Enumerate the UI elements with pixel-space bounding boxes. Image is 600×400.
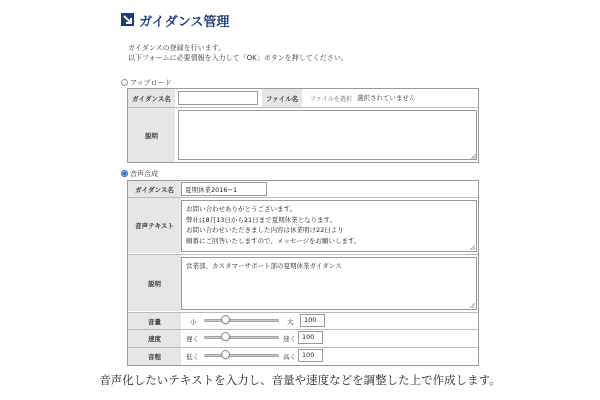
upload-name-input[interactable] bbox=[178, 91, 258, 105]
volume-label: 音量 bbox=[128, 313, 181, 329]
speed-slider-thumb[interactable] bbox=[221, 332, 230, 341]
speech-text-line: お問い合わせありがとうございます。 bbox=[186, 205, 296, 213]
resize-grip-icon[interactable] bbox=[471, 154, 476, 159]
speech-text-line: お問い合わせいただきました内容は休業明け22日より bbox=[186, 226, 344, 234]
speed-max-label: 速く bbox=[283, 335, 296, 343]
upload-radio-label[interactable]: アップロード bbox=[130, 79, 172, 87]
synth-desc-textarea[interactable] bbox=[181, 257, 477, 310]
volume-value-input[interactable]: 100 bbox=[300, 314, 325, 327]
upload-row-divider bbox=[128, 107, 478, 108]
arrow-down-right-icon bbox=[121, 13, 134, 26]
resize-grip-icon[interactable] bbox=[470, 245, 475, 250]
pitch-slider-track[interactable] bbox=[204, 354, 279, 357]
synth-desc-label: 説明 bbox=[128, 255, 181, 311]
volume-min-label: 小 bbox=[190, 318, 197, 326]
speed-label: 速度 bbox=[128, 330, 181, 347]
synth-desc-text: 営業部、カスタマーサポート部の夏期休業ガイダンス bbox=[186, 262, 342, 270]
intro-line-1: ガイダンスの登録を行います。 bbox=[128, 44, 226, 52]
speech-text-line: 順番にご回答いたしますので、メッセージをお願いします。 bbox=[186, 236, 361, 245]
pitch-value-input[interactable]: 100 bbox=[298, 349, 323, 362]
speech-text-line: 弊社は8月13日から21日まで夏期休業となります。 bbox=[186, 215, 337, 224]
upload-name-label: ガイダンス名 bbox=[128, 89, 175, 107]
intro-line-2: 以下フォームに必要情報を入力して「OK」ボタンを押してください。 bbox=[128, 54, 348, 62]
volume-slider-thumb[interactable] bbox=[221, 315, 230, 324]
speech-text-textarea[interactable] bbox=[181, 200, 477, 252]
speed-slider-track[interactable] bbox=[204, 336, 279, 339]
synth-name-input[interactable]: 夏期休業2016−1 bbox=[181, 182, 267, 196]
resize-grip-icon[interactable] bbox=[470, 303, 475, 308]
pitch-max-label: 高く bbox=[283, 353, 296, 361]
synth-name-label: ガイダンス名 bbox=[128, 181, 181, 197]
speech-synthesis-radio[interactable] bbox=[121, 170, 128, 177]
speech-synthesis-radio-label[interactable]: 音声合成 bbox=[130, 170, 158, 178]
speed-value-input[interactable]: 100 bbox=[298, 331, 323, 344]
upload-radio[interactable] bbox=[121, 79, 128, 86]
file-name-label: ファイル名 bbox=[262, 89, 302, 107]
speed-min-label: 遅く bbox=[186, 335, 199, 343]
volume-max-label: 大 bbox=[287, 318, 294, 326]
volume-slider-track[interactable] bbox=[204, 319, 279, 322]
upload-desc-label: 説明 bbox=[128, 108, 175, 162]
caption-text: 音声化したいテキストを入力し、音量や速度などを調整した上で作成します。 bbox=[99, 373, 501, 387]
pitch-label: 音程 bbox=[128, 348, 181, 365]
file-status: 選択されていません bbox=[357, 94, 416, 102]
pitch-slider-thumb[interactable] bbox=[221, 350, 230, 359]
upload-desc-resize-frame bbox=[178, 110, 477, 160]
speech-text-label: 音声テキスト bbox=[128, 198, 181, 253]
pitch-min-label: 低く bbox=[186, 353, 199, 361]
choose-file-button[interactable]: ファイルを選択 bbox=[310, 96, 352, 103]
page-title: ガイダンス管理 bbox=[139, 15, 230, 30]
